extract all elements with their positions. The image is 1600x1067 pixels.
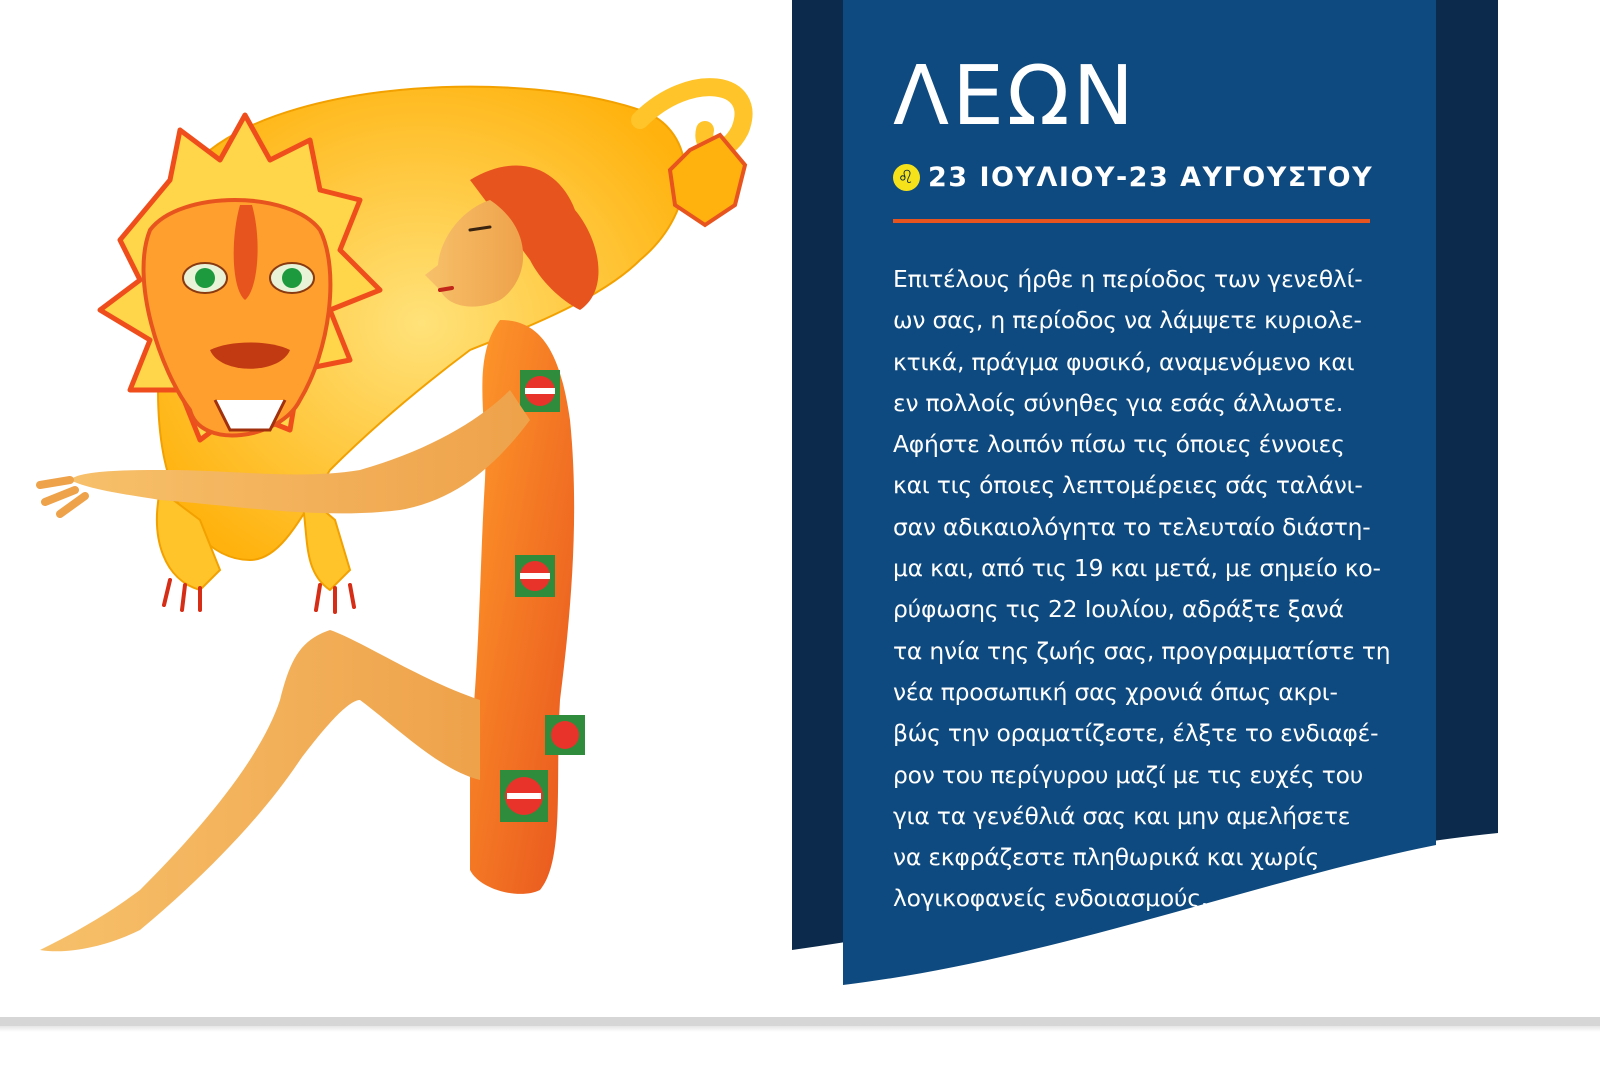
forecast-line: μα και, από τις 19 και μετά, με σημείο κο- xyxy=(893,554,1381,583)
forecast-line: βώς την οραματίζεστε, έλξτε το ενδιαφέ- xyxy=(893,719,1379,748)
forecast-line: ων σας, η περίοδος να λάμψετε κυριολε- xyxy=(893,306,1362,335)
forecast-text xyxy=(893,259,1413,920)
forecast-line: εν πολλοίς σύνηθες για εσάς άλλωστε. xyxy=(893,388,1344,417)
forecast-line: κτικά, πράγμα φυσικό, αναμενόμενο και xyxy=(893,347,1355,376)
forecast-line: λογικοφανείς ενδοιασμούς. xyxy=(893,884,1209,913)
forecast-line: νέα προσωπική σας χρονιά όπως ακρι- xyxy=(893,677,1338,706)
forecast-line: Επιτέλους ήρθε η περίοδος των γενεθλί- xyxy=(893,265,1363,293)
accent-divider xyxy=(893,219,1370,223)
leo-symbol-icon: ♌ xyxy=(893,164,920,191)
forecast-line: τα ηνία της ζωής σας, προγραμματίστε τη xyxy=(893,636,1391,665)
forecast-line: ρον του περίγυρου μαζί με τις ευχές του xyxy=(893,760,1364,789)
forecast-line: να εκφράζεστε πληθωρικά και χωρίς xyxy=(893,843,1319,872)
forecast-line: και τις όποιες λεπτομέρειες σάς ταλάνι- xyxy=(893,471,1363,500)
forecast-line: Αφήστε λοιπόν πίσω τις όποιες έννοιες xyxy=(893,430,1345,459)
forecast-line: σαν αδικαιολόγητα το τελευταίο διάστη- xyxy=(893,512,1371,541)
forecast-line: ρύφωσης τις 22 Ιουλίου, αδράξτε ξανά xyxy=(893,595,1344,624)
date-range: 23 ΙΟΥΛΙΟΥ-23 ΑΥΓΟΥΣΤΟΥ xyxy=(928,162,1374,193)
horoscope-content xyxy=(893,49,1413,920)
bottom-divider xyxy=(0,1017,1600,1026)
forecast-line: για τα γενέθλιά σας και μην αμελήσετε xyxy=(893,801,1351,830)
bottom-shadow xyxy=(0,1026,1600,1032)
sign-dates xyxy=(893,162,1413,193)
sign-title: ΛΕΩΝ xyxy=(893,49,1137,144)
